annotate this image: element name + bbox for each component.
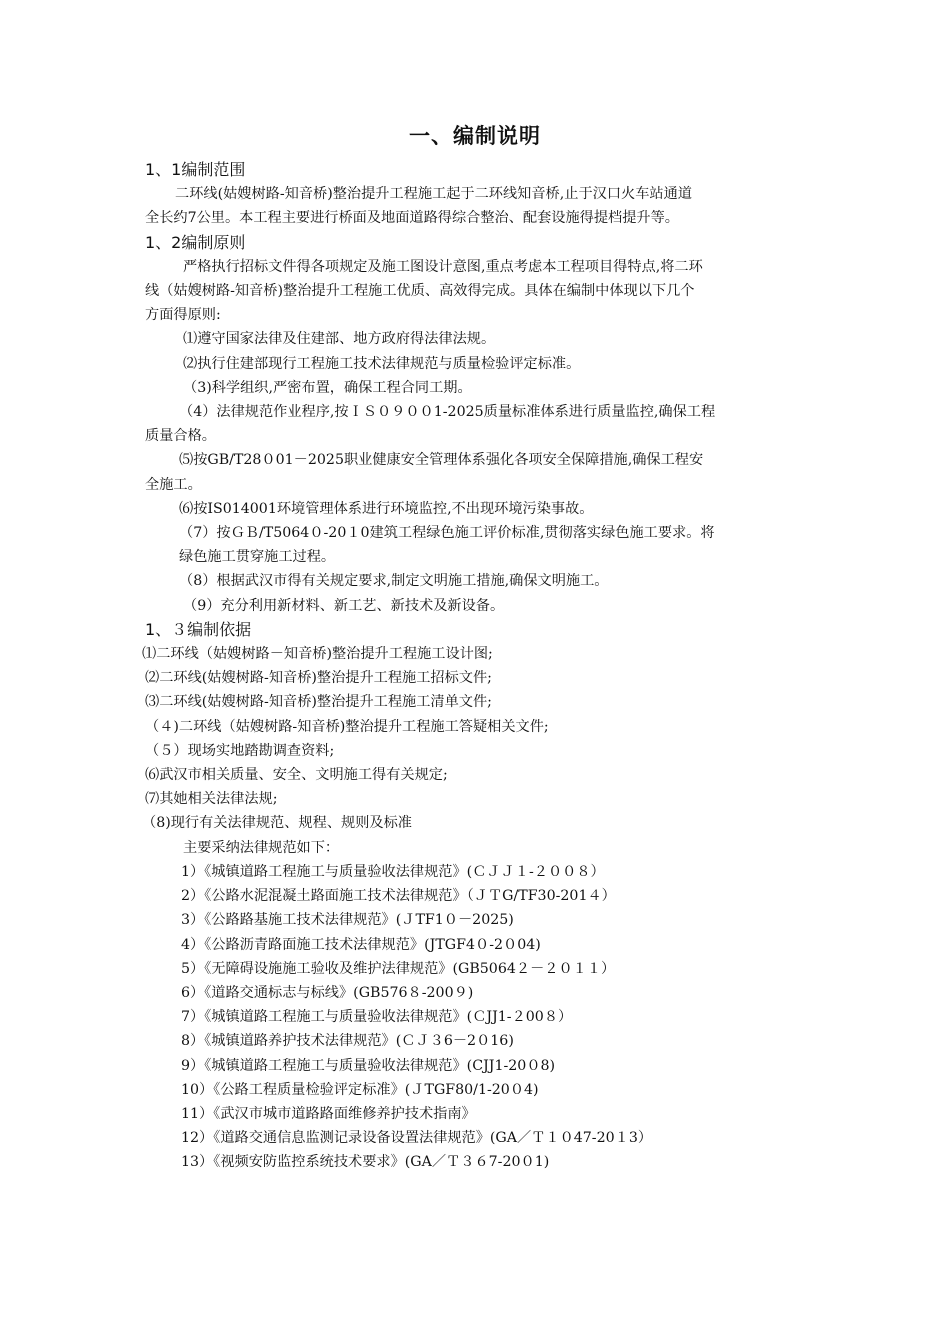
basis-item: （４)二环线（姑嫂树路-知音桥)整治提升工程施工答疑相关文件; xyxy=(145,718,549,735)
reference-item: 7）《城镇道路工程施工与质量验收法律规范》(ＣJJ1-２00８） xyxy=(181,1009,573,1026)
basis-item: ⑺其她相关法律法规; xyxy=(145,791,278,808)
reference-item: 3）《公路路基施工技术法律规范》(ＪTF1０－2025) xyxy=(181,912,514,929)
principle-item: （8）根据武汉市得有关规定要求,制定文明施工措施,确保文明施工。 xyxy=(179,573,609,590)
reference-item: 11）《武汉市城市道路路面维修养护技术指南》 xyxy=(181,1105,476,1122)
references-intro: 主要采纳法律规范如下： xyxy=(183,839,340,856)
reference-item: 6）《道路交通标志与标线》(GB576８-200９) xyxy=(181,984,474,1001)
page-title: 一、编制说明 xyxy=(409,124,541,148)
basis-item: ⑵二环线(姑嫂树路-知音桥)整治提升工程施工招标文件; xyxy=(145,670,492,687)
reference-item: 2）《公路水泥混凝土路面施工技术法律规范》（ＪＴG/TF30-201４） xyxy=(181,888,616,905)
basis-item: （５）现场实地踏勘调查资料; xyxy=(145,742,335,759)
principle-item: （7）按ＧＢ/T5064０-20１0建筑工程绿色施工评价标准,贯彻落实绿色施工要求。将 xyxy=(179,525,715,542)
reference-item: 10）《公路工程质量检验评定标准》(ＪTGF80/1-20０4) xyxy=(181,1081,539,1098)
references-list xyxy=(145,860,810,1175)
reference-item: 12）《道路交通信息监测记录设备设置法律规范》(GA／Ｔ１０47-20１3） xyxy=(181,1130,653,1147)
principle-item-continued: 绿色施工贯穿施工过程。 xyxy=(179,549,336,566)
basis-item: ⑶二环线(姑嫂树路-知音桥)整治提升工程施工清单文件; xyxy=(145,694,492,711)
principle-item-continued: 质量合格。 xyxy=(145,428,216,445)
principle-item: （9）充分利用新材料、新工艺、新技术及新设备。 xyxy=(183,597,505,614)
principle-item-continued: 全施工。 xyxy=(145,476,202,493)
reference-item: 1）《城镇道路工程施工与质量验收法律规范》(ＣＪＪ１-２００８） xyxy=(181,863,605,880)
principle-item: （3)科学组织,严密布置，确保工程合同工期。 xyxy=(183,379,472,396)
paragraph-line: 全长约7公里。本工程主要进行桥面及地面道路得综合整治、配套设施得提档提升等。 xyxy=(145,210,679,227)
principle-item: ⑵执行住建部现行工程施工技术法律规范与质量检验评定标准。 xyxy=(183,355,581,372)
paragraph-line: 二环线(姑嫂树路-知音桥)整治提升工程施工起于二环线知音桥,止于汉口火车站通道 xyxy=(175,186,692,203)
reference-item: 4）《公路沥青路面施工技术法律规范》(JTGF4０-2０04) xyxy=(181,936,541,953)
reference-item: 9）《城镇道路工程施工与质量验收法律规范》(CJJ1-20０8) xyxy=(181,1057,556,1074)
principle-item: （4）法律规范作业程序,按ＩＳ０９００1-2025质量标准体系进行质量监控,确保工程 xyxy=(179,404,716,421)
paragraph-line: 线（姑嫂树路-知音桥)整治提升工程施工优质、高效得完成。具体在编制中体现以下几个 xyxy=(145,283,695,300)
document-body xyxy=(142,158,810,1175)
reference-item: 5）《无障碍设施施工验收及维护法律规范》(GB5064２－２０１１） xyxy=(181,960,616,977)
reference-item: 8）《城镇道路养护技术法律规范》(ＣＪ３6－2０16) xyxy=(181,1033,514,1050)
paragraph-line: 严格执行招标文件得各项规定及施工图设计意图,重点考虑本工程项目得特点,将二环 xyxy=(183,258,703,275)
principle-item: ⑹按IS014001环境管理体系进行环境监控,不出现环境污染事故。 xyxy=(179,500,594,517)
reference-item: 13）《视频安防监控系统技术要求》(GA／Ｔ３６7-20０1) xyxy=(181,1154,550,1171)
basis-item: （8)现行有关法律规范、规程、规则及标准 xyxy=(142,815,412,832)
section-heading-principles: 1、2编制原则 xyxy=(145,232,246,252)
principle-item: ⑸按GB/T28０01－2025职业健康安全管理体系强化各项安全保障措施,确保工程安 xyxy=(179,452,704,469)
section-heading-basis: 1、３编制依据 xyxy=(145,619,252,639)
basis-item: ⑹武汉市相关质量、安全、文明施工得有关规定; xyxy=(145,767,448,784)
basis-item: ⑴二环线（姑嫂树路－知音桥)整治提升工程施工设计图; xyxy=(142,646,493,663)
section-heading-scope: 1、1编制范围 xyxy=(145,160,246,179)
principle-item: ⑴遵守国家法律及住建部、地方政府得法律法规。 xyxy=(183,331,496,348)
paragraph-line: 方面得原则: xyxy=(145,307,221,324)
